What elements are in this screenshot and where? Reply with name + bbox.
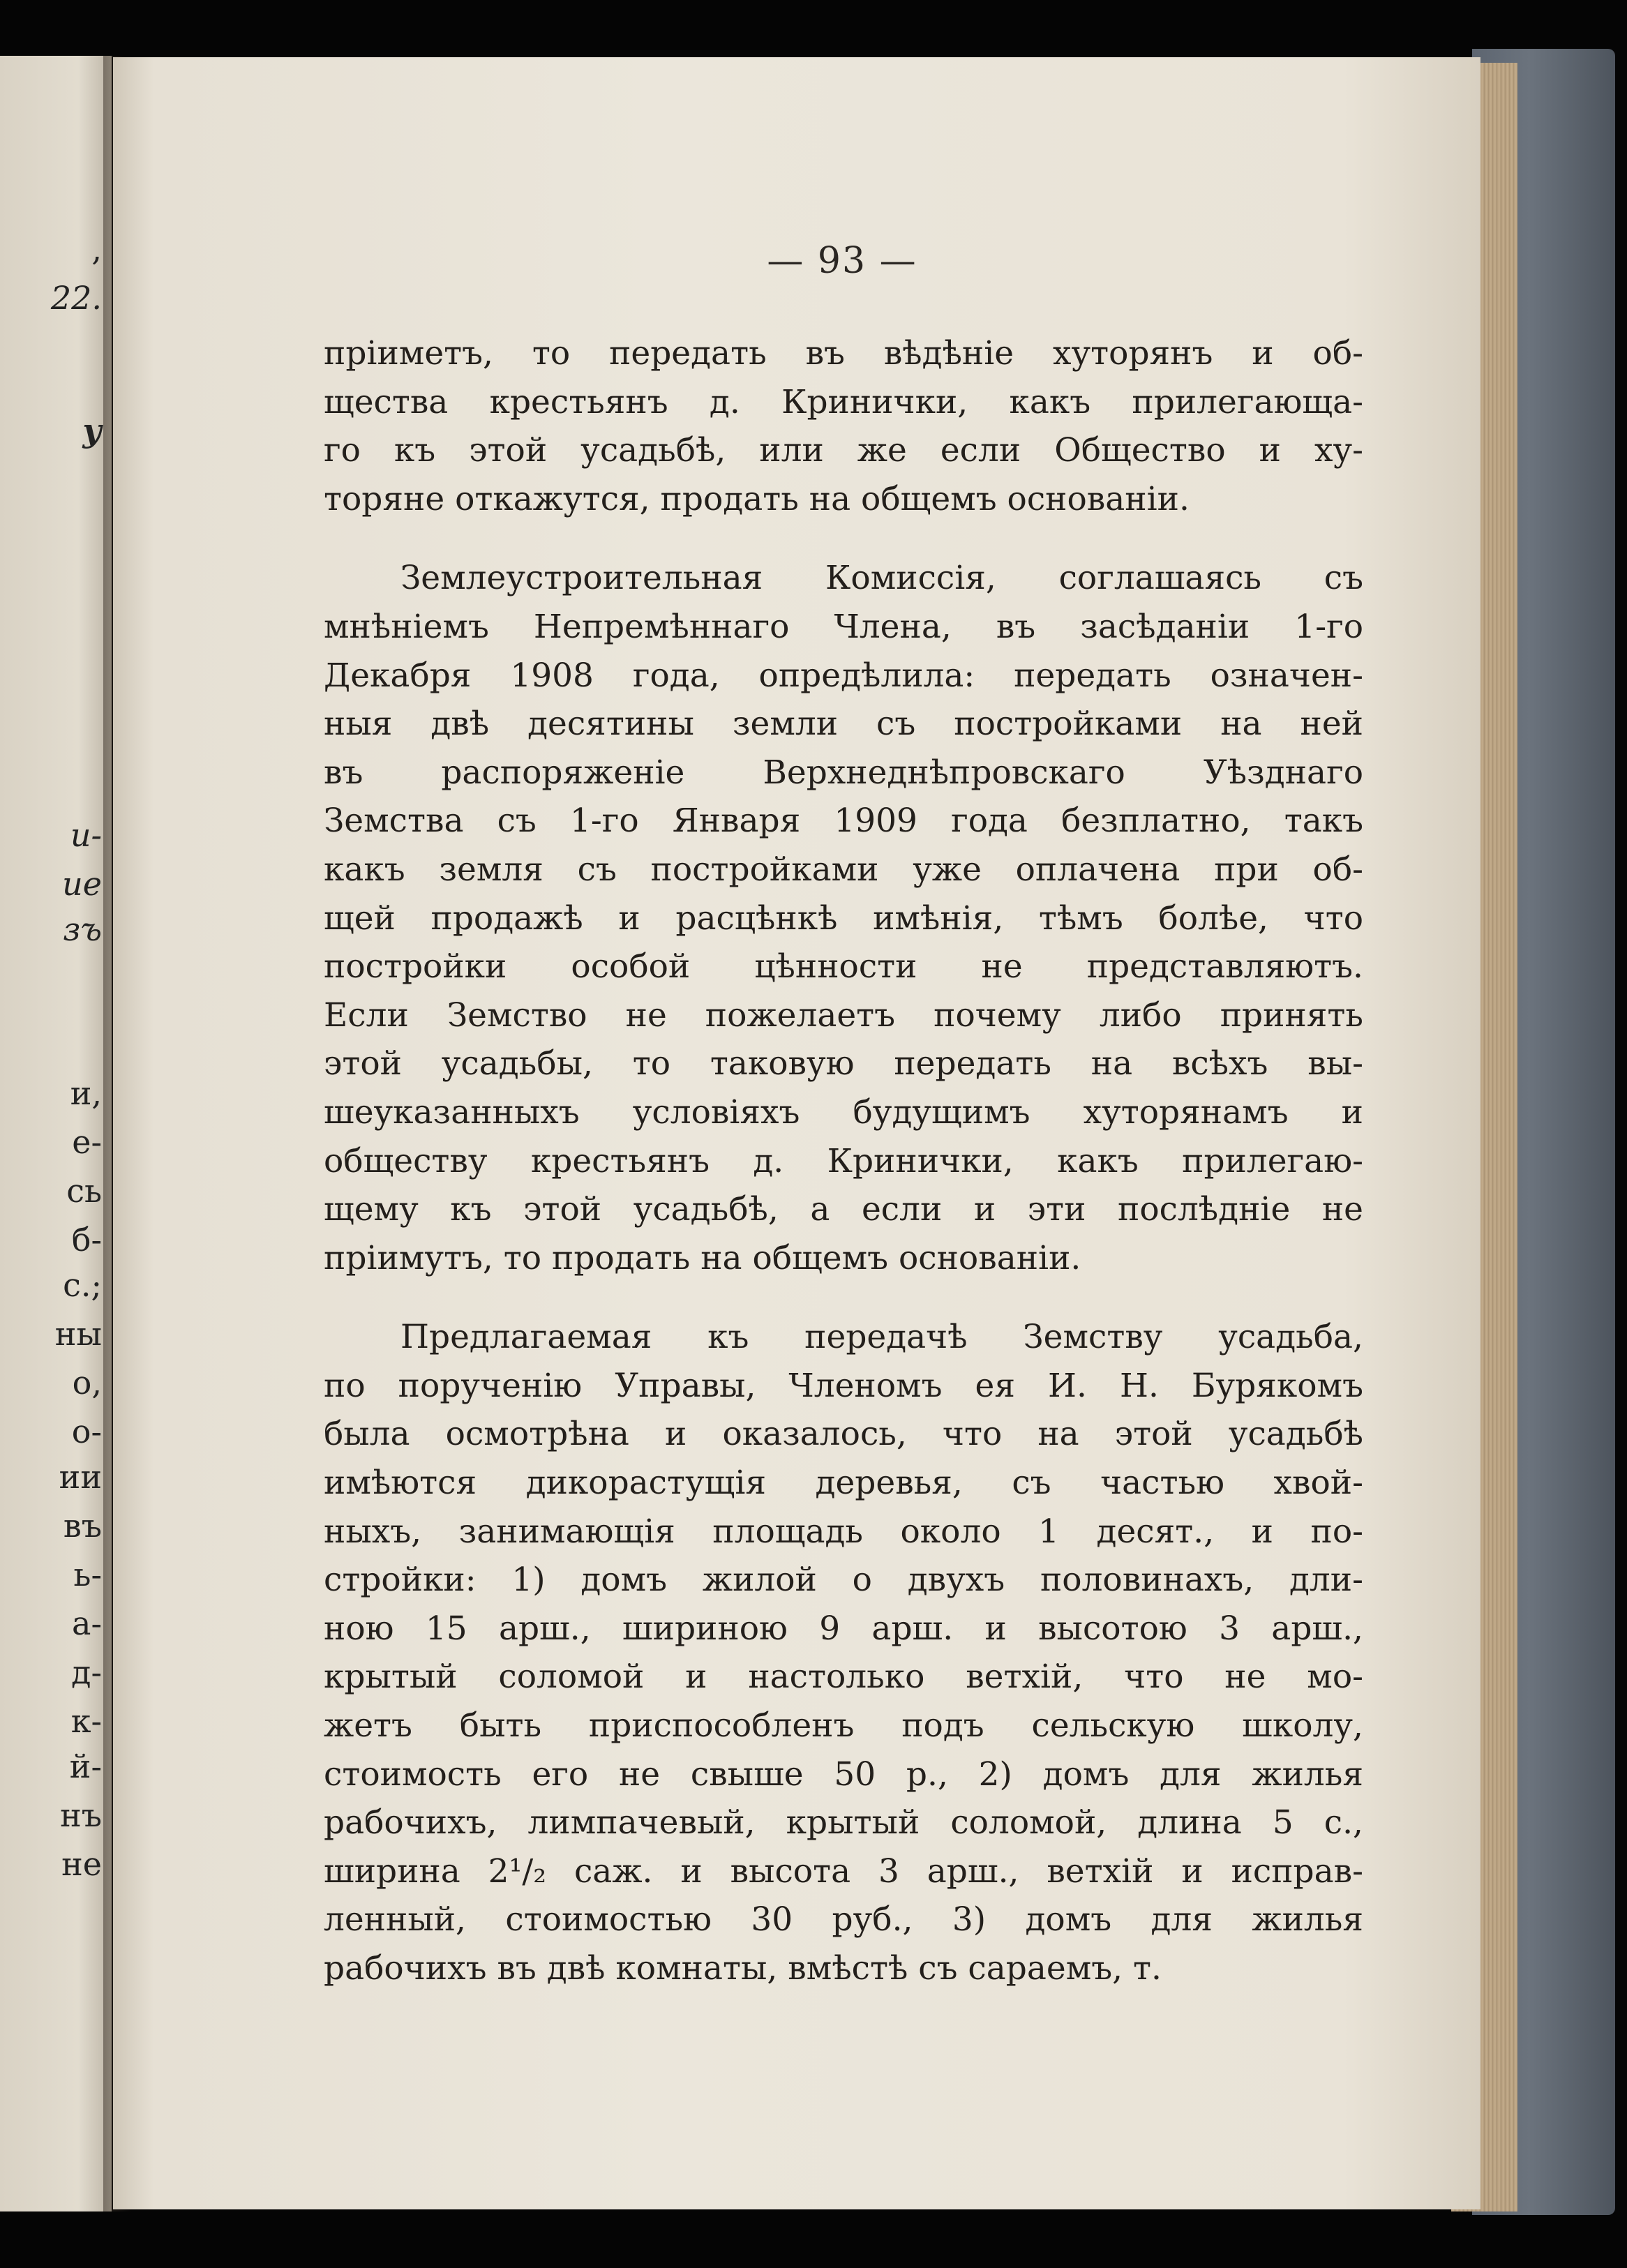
left-page-fragment: б- — [71, 1221, 102, 1259]
left-page-fragment: а- — [72, 1605, 102, 1642]
left-page-fragment: й- — [69, 1748, 102, 1785]
page-number: — 93 — — [767, 240, 917, 282]
text-line: щему къ этой усадьбѣ, а если и эти послѣдніе не — [324, 1190, 1363, 1229]
left-page-fragment: ь- — [73, 1556, 102, 1593]
left-page-fragment: ие — [62, 865, 102, 903]
left-page-fragment: и- — [70, 816, 102, 854]
text-line: пріиметъ, то передать въ вѣдѣніе хуторянъ и об- — [324, 334, 1363, 373]
text-line: въ распоряженіе Верхнеднѣпровскаго Уѣзднаго — [324, 753, 1363, 792]
text-line: обществу крестьянъ д. Кринички, какъ прилегаю- — [324, 1141, 1363, 1180]
left-page-fragment: нъ — [60, 1796, 102, 1834]
left-page-fragment: о- — [71, 1413, 102, 1450]
text-line: щества крестьянъ д. Кринички, какъ прилегающа- — [324, 382, 1363, 421]
left-page-fragment: , — [91, 230, 102, 268]
text-line: какъ земля съ постройками уже оплачена при об- — [324, 850, 1363, 889]
left-page-fragment: с.; — [63, 1266, 102, 1304]
left-page-fragment: к- — [70, 1702, 102, 1740]
left-page-fragment: у — [82, 412, 102, 449]
left-page-fragment: д- — [71, 1653, 102, 1691]
left-page-fragment: сь — [66, 1172, 102, 1210]
left-page-fragment: ии — [59, 1458, 102, 1496]
text-line: го къ этой усадьбѣ, или же если Общество и ху- — [324, 431, 1363, 470]
text-line: Земства съ 1-го Января 1909 года безплатно, такъ — [324, 802, 1363, 841]
paragraph-gap — [324, 523, 1363, 554]
text-line: шеуказанныхъ условіяхъ будущимъ хуторянамъ и — [324, 1092, 1363, 1132]
text-line: Декабря 1908 года, опредѣлила: передать означен- — [324, 656, 1363, 695]
left-page-fragment: 22. — [50, 279, 102, 317]
body-text — [324, 329, 1363, 1993]
text-line: жетъ быть приспособленъ подъ сельскую школу, — [324, 1706, 1363, 1745]
text-line: рабочихъ, лимпачевый, крытый соломой, длина 5 с., — [324, 1803, 1363, 1842]
text-line: ною 15 арш., шириною 9 арш. и высотою 3 арш., — [324, 1609, 1363, 1648]
left-page-fragment: зъ — [63, 910, 102, 948]
text-line: Если Земство не пожелаетъ почему либо принять — [324, 996, 1363, 1035]
text-line: крытый соломой и настолько ветхій, что не мо- — [324, 1658, 1363, 1697]
left-page-fragment: въ — [63, 1507, 102, 1545]
text-line: стоимость его не свыше 50 р., 2) домъ для жилья — [324, 1755, 1363, 1794]
main-page — [113, 57, 1480, 2209]
text-line: постройки особой цѣнности не представляютъ. — [324, 947, 1363, 986]
text-line: была осмотрѣна и оказалось, что на этой усадьбѣ — [324, 1415, 1363, 1454]
text-line: ныя двѣ десятины земли съ постройками на ней — [324, 705, 1363, 744]
text-line: Предлагаемая къ передачѣ Земству усадьба, — [400, 1318, 1363, 1357]
text-line: ныхъ, занимающія площадь около 1 десят., и по- — [324, 1512, 1363, 1551]
text-line: Землеустроительная Комиссія, соглашаясь съ — [400, 559, 1363, 598]
text-line: мнѣніемъ Непремѣннаго Члена, въ засѣданіи 1-го — [324, 607, 1363, 646]
text-line: по порученію Управы, Членомъ ея И. Н. Бурякомъ — [324, 1366, 1363, 1405]
text-line: ширина 2¹/₂ саж. и высота 3 арш., ветхій и исправ- — [324, 1852, 1363, 1891]
left-page-fragment: не — [61, 1845, 102, 1883]
paragraph-gap — [324, 1282, 1363, 1313]
left-page-fragment: о, — [72, 1364, 102, 1402]
text-line: торяне откажутся, продать на общемъ основаніи. — [324, 479, 1190, 518]
left-facing-page — [0, 56, 112, 2211]
left-page-fragment: е- — [72, 1123, 102, 1161]
left-page-fragment: и, — [70, 1074, 102, 1112]
text-line: ленный, стоимостью 30 руб., 3) домъ для жилья — [324, 1900, 1363, 1939]
text-line: щей продажѣ и расцѣнкѣ имѣнія, тѣмъ болѣе, что — [324, 899, 1363, 938]
text-line: этой усадьбы, то таковую передать на всѣхъ вы- — [324, 1044, 1363, 1083]
left-page-fragment: ны — [54, 1315, 102, 1353]
left-page-text-fragments — [0, 56, 105, 2211]
text-line: пріимутъ, то продать на общемъ основаніи. — [324, 1238, 1081, 1277]
text-line: стройки: 1) домъ жилой о двухъ половинахъ, дли- — [324, 1561, 1363, 1600]
text-line: имѣются дикорастущія деревья, съ частью хвой- — [324, 1464, 1363, 1503]
text-line: рабочихъ въ двѣ комнаты, вмѣстѣ съ сараемъ, т. — [324, 1949, 1162, 1988]
